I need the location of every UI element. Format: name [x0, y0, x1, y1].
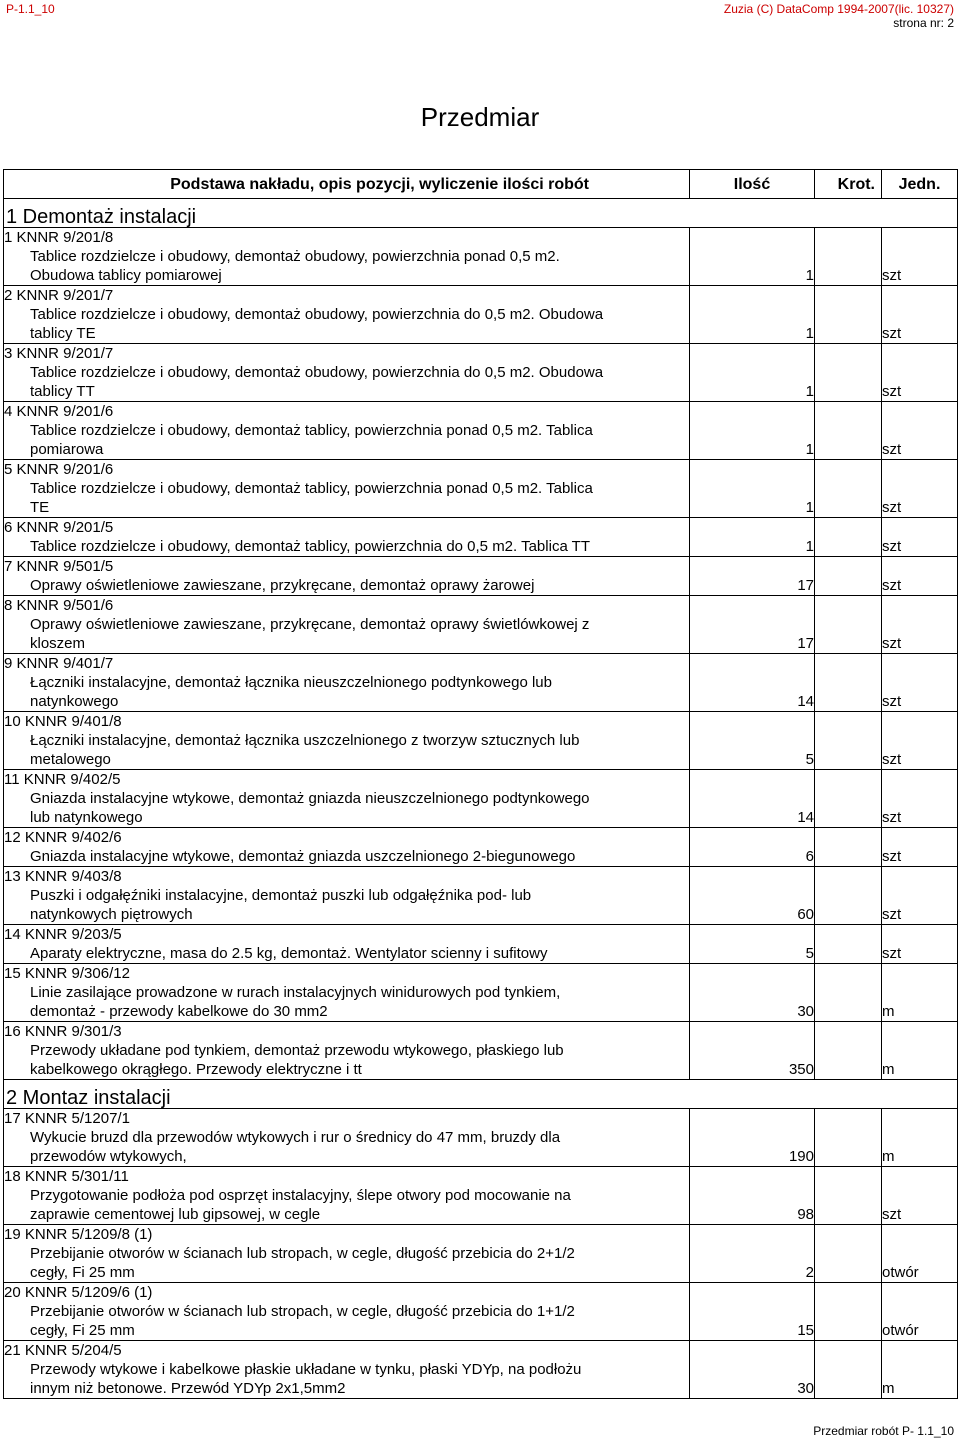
item-number: 10	[4, 713, 21, 730]
item-quantity: 5	[690, 712, 815, 770]
table-row	[4, 460, 958, 518]
item-unit: szt	[882, 925, 958, 964]
item-heading	[4, 1283, 689, 1302]
table-row	[4, 1283, 958, 1341]
item-description	[4, 770, 690, 828]
table-row	[4, 964, 958, 1022]
item-code: KNNR 9/201/7	[16, 345, 114, 362]
item-unit: m	[882, 964, 958, 1022]
item-heading	[4, 712, 689, 731]
item-quantity: 1	[690, 518, 815, 557]
item-text-line: natynkowych piętrowych	[30, 906, 193, 923]
item-number: 7	[4, 558, 13, 575]
item-heading	[4, 770, 689, 789]
item-code: KNNR 5/1209/8 (1)	[24, 1226, 153, 1243]
section-title: 2 Montaz instalacji	[4, 1080, 958, 1109]
item-krot	[815, 964, 882, 1022]
item-krot	[815, 770, 882, 828]
item-heading	[4, 557, 689, 576]
item-code: KNNR 9/201/6	[16, 461, 114, 478]
item-description	[4, 402, 690, 460]
table-row	[4, 557, 958, 596]
item-text-line: Tablice rozdzielcze i obudowy, demontaż obudowy, powierzchnia ponad 0,5 m2.	[30, 248, 560, 265]
item-heading	[4, 1341, 689, 1360]
item-unit: m	[882, 1022, 958, 1080]
header-quantity: Ilość	[690, 170, 815, 199]
item-number: 17	[4, 1110, 21, 1127]
item-krot	[815, 867, 882, 925]
item-code: KNNR 5/1207/1	[24, 1110, 130, 1127]
item-text-line: Łączniki instalacyjne, demontaż łącznika uszczelnionego z tworzyw sztucznych lub	[30, 732, 580, 749]
item-krot	[815, 1341, 882, 1399]
item-text-line: Tablice rozdzielcze i obudowy, demontaż tablicy, powierzchnia ponad 0,5 m2. Tablica	[30, 480, 593, 497]
item-unit: szt	[882, 828, 958, 867]
item-quantity: 5	[690, 925, 815, 964]
item-text-line: pomiarowa	[30, 441, 104, 458]
item-description	[4, 1109, 690, 1167]
item-number: 12	[4, 829, 21, 846]
item-text-line: Linie zasilające prowadzone w rurach instalacyjnych winidurowych pod tynkiem,	[30, 984, 561, 1001]
item-quantity: 98	[690, 1167, 815, 1225]
item-unit: szt	[882, 228, 958, 286]
item-quantity: 17	[690, 557, 815, 596]
item-text-line: Oprawy oświetleniowe zawieszane, przykręcane, demontaż oprawy świetlówkowej z	[30, 616, 590, 633]
item-text-line: Gniazda instalacyjne wtykowe, demontaż gniazda nieuszczelnionego podtynkowego	[30, 790, 590, 807]
table-row	[4, 1109, 958, 1167]
table-header-row	[4, 170, 958, 199]
item-text-line: Tablice rozdzielcze i obudowy, demontaż obudowy, powierzchnia do 0,5 m2. Obudowa	[30, 364, 604, 381]
header-krot: Krot.	[815, 170, 882, 199]
header-unit: Jedn.	[882, 170, 958, 199]
item-heading	[4, 596, 689, 615]
table-row	[4, 286, 958, 344]
item-text-line: Tablice rozdzielcze i obudowy, demontaż tablicy, powierzchnia do 0,5 m2. Tablica TT	[30, 538, 591, 555]
item-heading	[4, 286, 689, 305]
table-row	[4, 770, 958, 828]
item-heading	[4, 228, 689, 247]
table-row	[4, 1225, 958, 1283]
item-quantity: 1	[690, 344, 815, 402]
header-description: Podstawa nakładu, opis pozycji, wyliczenie ilości robót	[4, 170, 690, 199]
item-number: 13	[4, 868, 21, 885]
item-quantity: 15	[690, 1283, 815, 1341]
item-unit: m	[882, 1109, 958, 1167]
document-code: P-1.1_10	[6, 2, 55, 16]
item-unit: szt	[882, 557, 958, 596]
item-text-line: Tablice rozdzielcze i obudowy, demontaż tablicy, powierzchnia ponad 0,5 m2. Tablica	[30, 422, 593, 439]
item-code: KNNR 9/201/5	[16, 519, 114, 536]
item-unit: szt	[882, 654, 958, 712]
item-description	[4, 1341, 690, 1399]
item-description	[4, 1225, 690, 1283]
item-heading	[4, 964, 689, 983]
item-krot	[815, 1109, 882, 1167]
item-code: KNNR 5/1209/6 (1)	[24, 1284, 153, 1301]
item-quantity: 350	[690, 1022, 815, 1080]
item-text-line: Oprawy oświetleniowe zawieszane, przykręcane, demontaż oprawy żarowej	[30, 577, 535, 594]
item-description	[4, 286, 690, 344]
section-title: 1 Demontaż instalacji	[4, 199, 958, 228]
item-krot	[815, 460, 882, 518]
item-description	[4, 596, 690, 654]
item-krot	[815, 654, 882, 712]
item-heading	[4, 925, 689, 944]
item-number: 5	[4, 461, 13, 478]
item-unit: szt	[882, 402, 958, 460]
page-number: strona nr: 2	[893, 16, 954, 30]
item-description	[4, 1167, 690, 1225]
item-number: 1	[4, 229, 13, 246]
item-description	[4, 925, 690, 964]
item-code: KNNR 9/403/8	[24, 868, 122, 885]
item-description	[4, 460, 690, 518]
item-text-line: tablicy TE	[30, 325, 96, 342]
item-unit: szt	[882, 460, 958, 518]
table-row	[4, 654, 958, 712]
item-text-line: lub natynkowego	[30, 809, 143, 826]
table-row	[4, 925, 958, 964]
item-text-line: cegły, Fi 25 mm	[30, 1264, 135, 1281]
item-quantity: 1	[690, 228, 815, 286]
item-text-line: metalowego	[30, 751, 111, 768]
item-krot	[815, 286, 882, 344]
item-heading	[4, 1109, 689, 1128]
item-code: KNNR 9/203/5	[24, 926, 122, 943]
item-unit: szt	[882, 712, 958, 770]
item-text-line: Przebijanie otworów w ścianach lub stropach, w cegle, długość przebicia do 1+1/2	[30, 1303, 575, 1320]
table-row	[4, 518, 958, 557]
item-text-line: tablicy TT	[30, 383, 95, 400]
item-unit: szt	[882, 1167, 958, 1225]
item-description	[4, 518, 690, 557]
item-description	[4, 654, 690, 712]
table-row	[4, 344, 958, 402]
item-number: 21	[4, 1342, 21, 1359]
item-text-line: Puszki i odgałęźniki instalacyjne, demontaż puszki lub odgałęźnika pod- lub	[30, 887, 532, 904]
item-code: KNNR 9/501/5	[16, 558, 114, 575]
item-text-line: Przewody układane pod tynkiem, demontaż przewodu wtykowego, płaskiego lub	[30, 1042, 564, 1059]
item-description	[4, 1022, 690, 1080]
item-code: KNNR 9/402/6	[24, 829, 122, 846]
item-text-line: Łączniki instalacyjne, demontaż łącznika nieuszczelnionego podtynkowego lub	[30, 674, 552, 691]
item-krot	[815, 712, 882, 770]
item-quantity: 30	[690, 1341, 815, 1399]
item-code: KNNR 9/301/3	[24, 1023, 122, 1040]
item-text-line: demontaż - przewody kabelkowe do 30 mm2	[30, 1003, 328, 1020]
table-row	[4, 1341, 958, 1399]
item-description	[4, 867, 690, 925]
item-heading	[4, 518, 689, 537]
item-heading	[4, 1225, 689, 1244]
item-text-line: Gniazda instalacyjne wtykowe, demontaż gniazda uszczelnionego 2-biegunowego	[30, 848, 576, 865]
item-number: 9	[4, 655, 13, 672]
item-text-line: przewodów wtykowych,	[30, 1148, 187, 1165]
item-text-line: TE	[30, 499, 50, 516]
item-krot	[815, 557, 882, 596]
item-code: KNNR 9/501/6	[16, 597, 114, 614]
item-text-line: innym niż betonowe. Przewód YDYp 2x1,5mm2	[30, 1380, 346, 1397]
item-unit: szt	[882, 770, 958, 828]
item-number: 18	[4, 1168, 21, 1185]
table-row	[4, 1167, 958, 1225]
item-quantity: 60	[690, 867, 815, 925]
item-quantity: 14	[690, 654, 815, 712]
item-quantity: 190	[690, 1109, 815, 1167]
item-krot	[815, 925, 882, 964]
item-number: 16	[4, 1023, 21, 1040]
item-text-line: natynkowego	[30, 693, 119, 710]
item-text-line: Aparaty elektryczne, masa do 2.5 kg, demontaż. Wentylator scienny i sufitowy	[30, 945, 548, 962]
item-code: KNNR 9/401/8	[24, 713, 122, 730]
item-number: 14	[4, 926, 21, 943]
item-code: KNNR 9/201/8	[16, 229, 114, 246]
item-unit: szt	[882, 867, 958, 925]
item-unit: szt	[882, 518, 958, 557]
item-number: 11	[4, 771, 20, 788]
item-text-line: Wykucie bruzd dla przewodów wtykowych i rur o średnicy do 47 mm, bruzdy dla	[30, 1129, 561, 1146]
page-footer: Przedmiar robót P- 1.1_10	[813, 1424, 954, 1438]
item-quantity: 2	[690, 1225, 815, 1283]
item-description	[4, 828, 690, 867]
item-heading	[4, 460, 689, 479]
item-code: KNNR 9/401/7	[16, 655, 114, 672]
item-number: 4	[4, 403, 13, 420]
item-text-line: Przewody wtykowe i kabelkowe płaskie układane w tynku, płaski YDYp, na podłożu	[30, 1361, 582, 1378]
przedmiar-table	[3, 169, 958, 1399]
item-description	[4, 228, 690, 286]
item-quantity: 1	[690, 460, 815, 518]
item-krot	[815, 1022, 882, 1080]
item-code: KNNR 9/306/12	[24, 965, 130, 982]
item-quantity: 6	[690, 828, 815, 867]
item-number: 3	[4, 345, 13, 362]
item-unit: szt	[882, 596, 958, 654]
section-row	[4, 1080, 958, 1109]
item-text-line: cegły, Fi 25 mm	[30, 1322, 135, 1339]
table-row	[4, 828, 958, 867]
item-code: KNNR 9/201/6	[16, 403, 114, 420]
item-code: KNNR 9/201/7	[16, 287, 114, 304]
item-krot	[815, 228, 882, 286]
item-krot	[815, 1225, 882, 1283]
item-krot	[815, 402, 882, 460]
item-quantity: 1	[690, 286, 815, 344]
table-row	[4, 712, 958, 770]
item-number: 19	[4, 1226, 21, 1243]
item-heading	[4, 344, 689, 363]
item-text-line: Tablice rozdzielcze i obudowy, demontaż obudowy, powierzchnia do 0,5 m2. Obudowa	[30, 306, 604, 323]
item-number: 6	[4, 519, 13, 536]
item-quantity: 30	[690, 964, 815, 1022]
item-krot	[815, 344, 882, 402]
item-krot	[815, 1283, 882, 1341]
item-code: KNNR 5/301/11	[24, 1168, 129, 1185]
item-heading	[4, 1167, 689, 1186]
item-description	[4, 344, 690, 402]
item-heading	[4, 867, 689, 886]
item-unit: szt	[882, 344, 958, 402]
table-row	[4, 867, 958, 925]
item-text-line: zaprawie cementowej lub gipsowej, w cegle	[30, 1206, 321, 1223]
item-krot	[815, 1167, 882, 1225]
table-row	[4, 402, 958, 460]
item-description	[4, 557, 690, 596]
item-unit: otwór	[882, 1283, 958, 1341]
table-row	[4, 1022, 958, 1080]
item-unit: szt	[882, 286, 958, 344]
item-heading	[4, 654, 689, 673]
item-number: 15	[4, 965, 21, 982]
item-krot	[815, 518, 882, 557]
item-code: KNNR 5/204/5	[24, 1342, 122, 1359]
item-code: KNNR 9/402/5	[23, 771, 121, 788]
item-heading	[4, 1022, 689, 1041]
item-number: 8	[4, 597, 13, 614]
section-row	[4, 199, 958, 228]
item-description	[4, 712, 690, 770]
page-title: Przedmiar	[420, 102, 540, 132]
software-copyright: Zuzia (C) DataComp 1994-2007(lic. 10327)	[723, 2, 954, 16]
item-unit: otwór	[882, 1225, 958, 1283]
item-text-line: Przygotowanie podłoża pod osprzęt instalacyjny, ślepe otwory pod mocowanie na	[30, 1187, 571, 1204]
item-text-line: kloszem	[30, 635, 86, 652]
item-text-line: kabelkowego okrągłego. Przewody elektryczne i tt	[30, 1061, 362, 1078]
item-krot	[815, 596, 882, 654]
item-text-line: Przebijanie otworów w ścianach lub stropach, w cegle, długość przebicia do 2+1/2	[30, 1245, 575, 1262]
item-quantity: 1	[690, 402, 815, 460]
table-row	[4, 596, 958, 654]
item-heading	[4, 402, 689, 421]
table-row	[4, 228, 958, 286]
item-quantity: 17	[690, 596, 815, 654]
item-number: 2	[4, 287, 13, 304]
item-unit: m	[882, 1341, 958, 1399]
item-krot	[815, 828, 882, 867]
item-heading	[4, 828, 689, 847]
item-number: 20	[4, 1284, 21, 1301]
item-description	[4, 964, 690, 1022]
software-info	[724, 2, 954, 30]
item-quantity: 14	[690, 770, 815, 828]
item-text-line: Obudowa tablicy pomiarowej	[30, 267, 222, 284]
item-description	[4, 1283, 690, 1341]
